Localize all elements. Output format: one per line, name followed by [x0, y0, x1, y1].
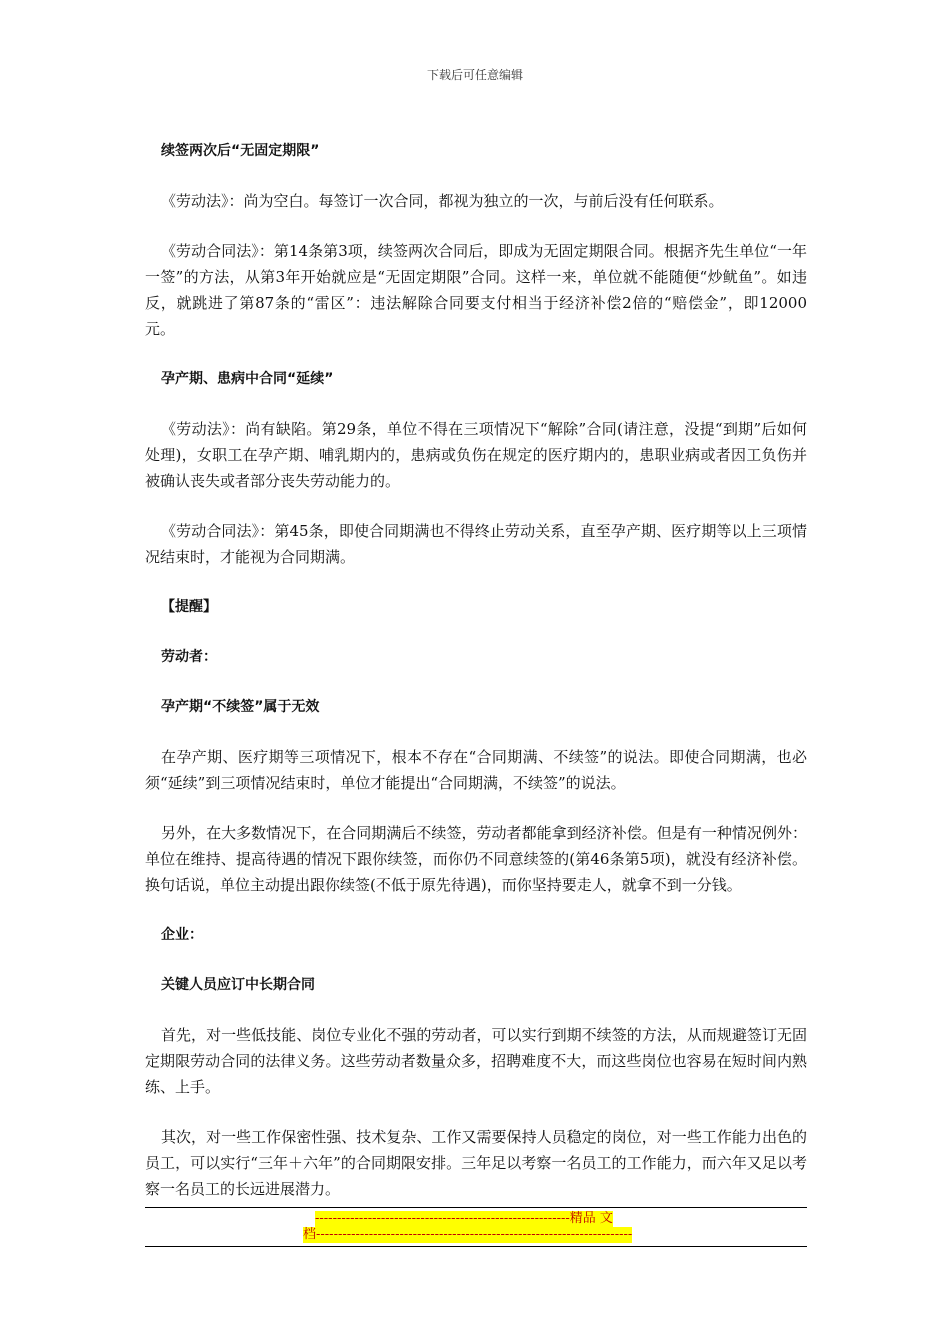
paragraph: 在孕产期、医疗期等三项情况下，根本不存在“合同期满、不续签”的说法。即使合同期满，也必须“延续”到三项情况结束时，单位才能提出“合同期满，不续签”的说法。 — [145, 748, 807, 792]
section-heading: 【提醒】 — [161, 599, 217, 615]
page-footer — [145, 1207, 807, 1247]
paragraph: 《劳动合同法》：第45条，即使合同期满也不得终止劳动关系，直至孕产期、医疗期等以上三项情况结束时，才能视为合同期满。 — [145, 522, 807, 566]
paragraph: 《劳动合同法》：第14条第3项，续签两次合同后，即成为无固定期限合同。根据齐先生单位“一年一签”的方法，从第3年开始就应是“无固定期限”合同。这样一来，单位就不能随便“炒鱿鱼”。如违反，就跳进了第87条的“雷区”：违法解除合同要支付相当于经济补偿2倍的“赔偿金”，即12000元。 — [145, 242, 807, 338]
footer-line-1: ----------------------------------------------------------精品 文 — [315, 1211, 613, 1226]
document-body — [145, 138, 807, 1202]
section-heading: 续签两次后“无固定期限” — [161, 143, 320, 159]
footer-line-2: 档------------------------------------------------------------------------ — [303, 1227, 633, 1242]
paragraph: 另外，在大多数情况下，在合同期满后不续签，劳动者都能拿到经济补偿。但是有一种情况例外：单位在维持、提高待遇的情况下跟你续签，而你仍不同意续签的(第46条第5项)，就没有经济补偿。换句话说，单位主动提出跟你续签(不低于原先待遇)，而你坚持要走人，就拿不到一分钱。 — [145, 824, 807, 894]
paragraph: 《劳动法》：尚为空白。每签订一次合同，都视为独立的一次，与前后没有任何联系。 — [161, 192, 724, 210]
section-heading: 孕产期“不续签”属于无效 — [161, 699, 320, 715]
section-heading: 关键人员应订中长期合同 — [161, 977, 315, 993]
paragraph: 首先，对一些低技能、岗位专业化不强的劳动者，可以实行到期不续签的方法，从而规避签订无固定期限劳动合同的法律义务。这些劳动者数量众多，招聘难度不大，而这些岗位也容易在短时间内熟练、上手。 — [145, 1026, 807, 1096]
section-heading: 劳动者： — [161, 649, 217, 665]
page-header: 下载后可任意编辑 — [426, 68, 523, 82]
paragraph: 《劳动法》：尚有缺陷。第29条，单位不得在三项情况下“解除”合同(请注意，没提“到期”后如何处理)，女职工在孕产期、哺乳期内的，患病或负伤在规定的医疗期内的，患职业病或者因工负伤并被确认丧失或者部分丧失劳动能力的。 — [145, 420, 807, 490]
paragraph: 其次，对一些工作保密性强、技术复杂、工作又需要保持人员稳定的岗位，对一些工作能力出色的员工，可以实行“三年＋六年”的合同期限安排。三年足以考察一名员工的工作能力，而六年又足以考察一名员工的长远进展潜力。 — [145, 1128, 807, 1198]
section-heading: 企业： — [161, 927, 203, 943]
section-heading: 孕产期、患病中合同“延续” — [161, 371, 334, 387]
